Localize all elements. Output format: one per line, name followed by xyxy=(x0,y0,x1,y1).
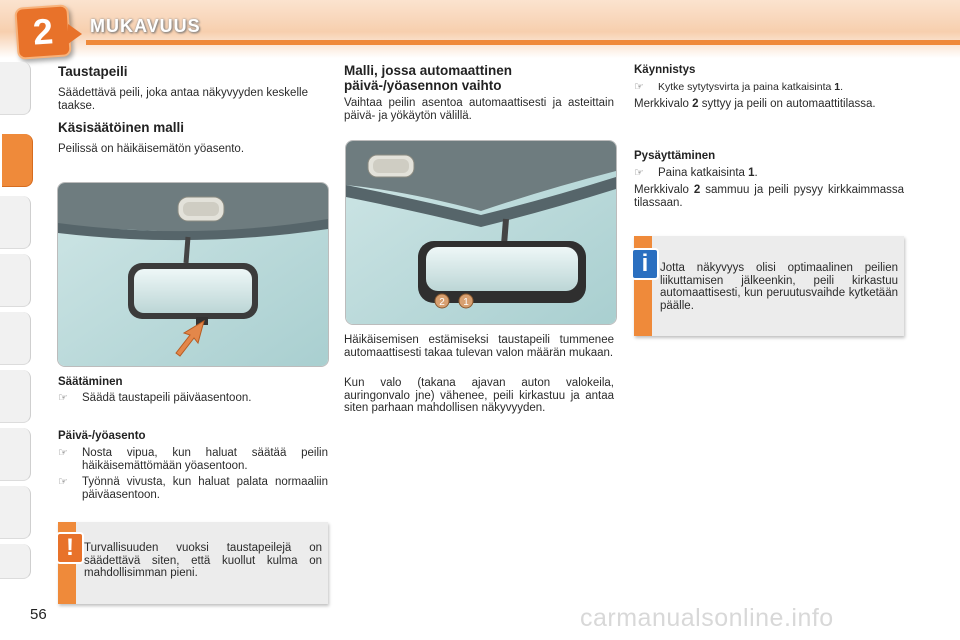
watermark-url: carmanualsonline.info xyxy=(580,604,834,632)
page-number: 56 xyxy=(30,606,47,623)
info-icon: i xyxy=(631,248,659,280)
info-note-text: Jotta näkyvyys olisi optimaalinen peilien liikuttamisen jälkeenkin, peili kirkastuu automaattisesti, kun peruutusvaihde kytketään päälle. xyxy=(660,262,898,312)
manual-model-description: Peilissä on häikäisemätön yöasento. xyxy=(58,143,245,155)
pointing-hand-icon: ☞ xyxy=(58,447,68,459)
day-night-title: Päivä-/yöasento xyxy=(58,430,146,442)
rear-mirror-description: Säädettävä peili, joka antaa näkyvyyden keskelle taakse. xyxy=(58,87,308,112)
section-title-rear-mirror: Taustapeili xyxy=(58,64,128,79)
start-bullet-suffix: . xyxy=(840,81,844,93)
stop-bullet xyxy=(634,167,904,181)
pointing-hand-icon: ☞ xyxy=(634,167,644,179)
day-night-bullet-2 xyxy=(58,476,328,502)
start-bullet-num: 1 xyxy=(834,81,841,93)
adjust-title: Säätäminen xyxy=(58,376,123,388)
side-tab-8[interactable] xyxy=(0,486,31,539)
chapter-side-tabs xyxy=(0,62,34,580)
exclamation-icon: ! xyxy=(56,532,84,564)
auto-model-para-2: Kun valo (takana ajavan auton valokeila, auringonvalo jne) vähenee, peili kirkastuu ja antaa siten parhaan mahdollisen näkyvyyden. xyxy=(344,377,614,414)
stop-bullet-prefix: Paina katkaisinta xyxy=(658,167,749,179)
stop-text-num: 2 xyxy=(693,184,701,196)
start-title: Käynnistys xyxy=(634,64,696,76)
chapter-title: MUKAVUUS xyxy=(90,16,201,36)
side-tab-5[interactable] xyxy=(0,312,31,365)
side-tab-4[interactable] xyxy=(0,254,31,307)
start-bullet-prefix: Kytke sytytysvirta ja paina katkaisinta xyxy=(658,81,835,93)
start-text-suffix: syttyy ja peili on automaattitilassa. xyxy=(698,98,876,110)
start-bullet-text xyxy=(658,81,904,94)
stop-bullet-text xyxy=(658,167,904,180)
section-title-manual-model: Käsisäätöinen malli xyxy=(58,120,185,135)
stop-bullet-num: 1 xyxy=(748,167,755,179)
image-label-1: 1 xyxy=(463,297,469,308)
adjust-bullet-text: Säädä taustapeili päiväasentoon. xyxy=(82,392,252,404)
pointing-hand-icon: ☞ xyxy=(58,392,68,404)
stop-text-prefix: Merkkivalo xyxy=(634,184,694,196)
stop-title: Pysäyttäminen xyxy=(634,150,716,162)
stop-text xyxy=(634,184,904,209)
auto-model-para-1: Häikäisemisen estämiseksi taustapeili tummenee automaattisesti takaa tulevan valon määrän mukaan. xyxy=(344,334,614,359)
side-tab-3[interactable] xyxy=(0,196,31,249)
pointing-hand-icon: ☞ xyxy=(58,476,68,488)
start-text-num: 2 xyxy=(692,98,699,110)
day-night-bullet-1-text: Nosta vipua, kun haluat säätää peilin häikäisemättömään yöasentoon. xyxy=(82,447,328,472)
side-tab-7[interactable] xyxy=(0,428,31,481)
start-bullet xyxy=(634,81,904,95)
auto-mirror-illustration xyxy=(345,140,617,325)
auto-model-intro: Vaihtaa peilin asentoa automaattisesti ja asteittain päivä- ja yökäytön välillä. xyxy=(344,97,614,122)
section-title-auto-model: Malli, jossa automaattinen päivä-/yöasennon vaihto xyxy=(344,63,513,93)
warning-note xyxy=(58,522,328,604)
chapter-number-badge: 2 xyxy=(14,4,71,60)
day-night-bullet-2-text: Työnnä vivusta, kun haluat palata normaaliin päiväasentoon. xyxy=(82,476,328,501)
image-label-2: 2 xyxy=(439,297,445,308)
side-tab-1[interactable] xyxy=(0,62,31,115)
adjust-bullet xyxy=(58,392,328,406)
warning-note-text: Turvallisuuden vuoksi taustapeilejä on säädettävä siten, että kuollut kulma on mahdollisimman pieni. xyxy=(84,542,322,579)
info-note xyxy=(634,236,904,336)
stop-bullet-suffix: . xyxy=(754,167,758,179)
chapter-arrow-icon xyxy=(68,24,82,44)
side-tab-2-active[interactable] xyxy=(2,134,33,187)
side-tab-9[interactable] xyxy=(0,544,31,579)
manual-mirror-illustration xyxy=(57,182,329,367)
side-tab-6[interactable] xyxy=(0,370,31,423)
stop-text-suffix: sammuu ja peili pysyy kirkkaimmassa tilassaan. xyxy=(634,184,904,209)
day-night-bullet-1 xyxy=(58,447,328,473)
pointing-hand-icon: ☞ xyxy=(634,81,644,93)
start-text xyxy=(634,98,904,111)
start-text-prefix: Merkkivalo xyxy=(634,98,693,110)
header-stripe xyxy=(86,40,960,45)
